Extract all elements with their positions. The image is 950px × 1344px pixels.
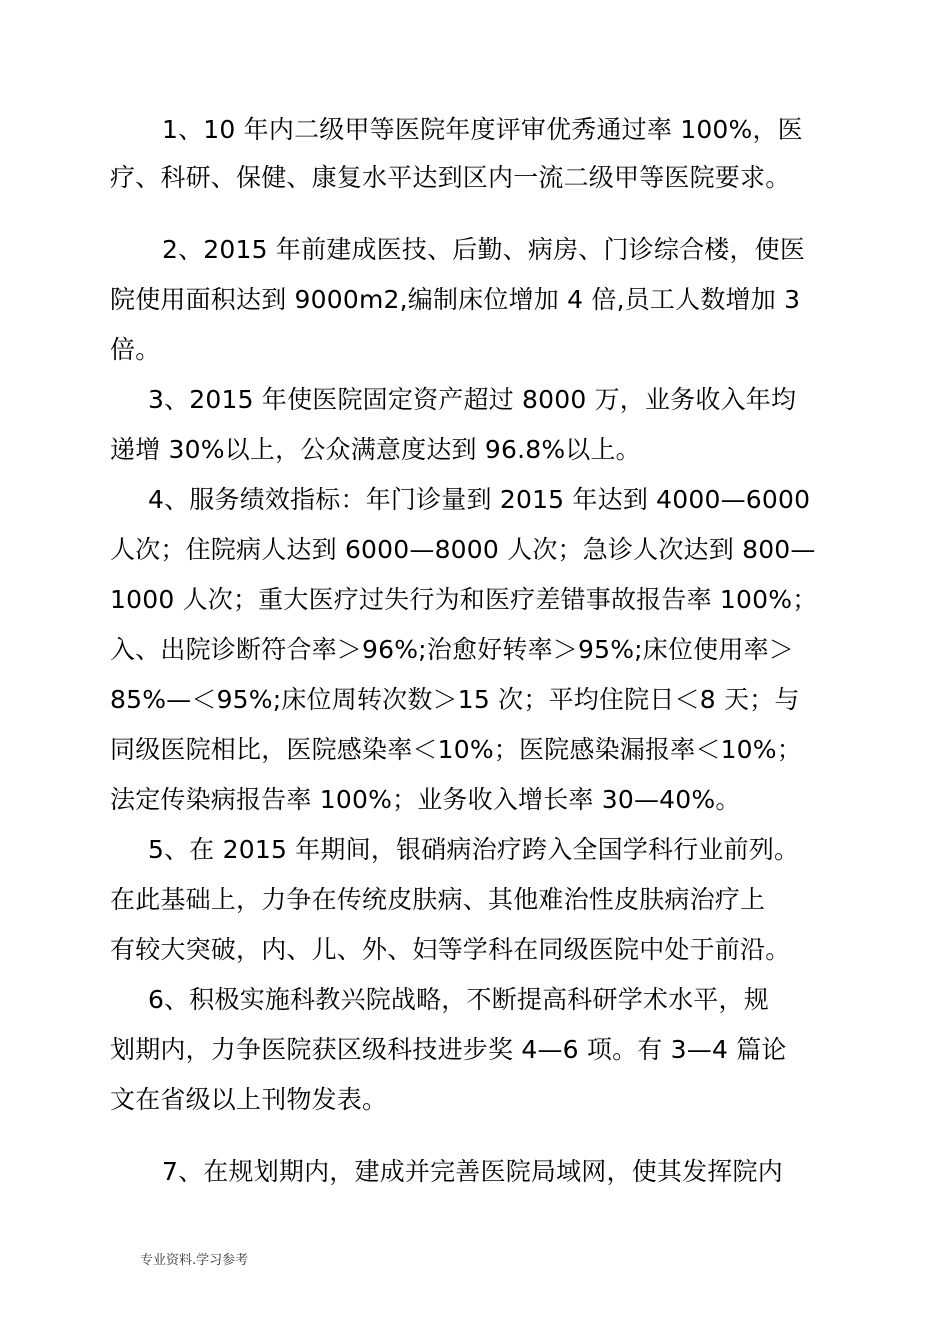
text-line: 6、积极实施科教兴院战略，不断提高科研学术水平，规 [148,985,769,1014]
text-line: 2、2015 年前建成医技、后勤、病房、门诊综合楼，使医 [162,235,806,264]
page-footer: 专业资料.学习参考 [140,1253,249,1268]
text-line: 疗、科研、保健、康复水平达到区内一流二级甲等医院要求。 [110,163,791,192]
text-line: 3、2015 年使医院固定资产超过 8000 万，业务收入年均 [148,385,797,414]
text-line: 入、出院诊断符合率＞96%;治愈好转率＞95%;床位使用率＞ [110,635,794,664]
text-line: 人次；住院病人达到 6000—8000 人次；急诊人次达到 800— [110,535,816,564]
text-line: 同级医院相比，医院感染率＜10%；医院感染漏报率＜10%； [110,735,802,764]
text-line: 有较大突破，内、儿、外、妇等学科在同级医院中处于前沿。 [110,935,791,964]
text-line: 法定传染病报告率 100%；业务收入增长率 30—40%。 [110,785,741,814]
text-line: 递增 30%以上，公众满意度达到 96.8%以上。 [110,435,641,464]
text-line: 划期内，力争医院获区级科技进步奖 4—6 项。有 3—4 篇论 [110,1035,787,1064]
text-line: 5、在 2015 年期间，银硝病治疗跨入全国学科行业前列。 [148,835,800,864]
text-line: 1、10 年内二级甲等医院年度评审优秀通过率 100%，医 [162,115,803,144]
text-line: 7、在规划期内，建成并完善医院局域网，使其发挥院内 [162,1157,783,1186]
text-line: 倍。 [110,335,161,364]
text-line: 院使用面积达到 9000m2,编制床位增加 4 倍,员工人数增加 3 [110,285,801,314]
text-line: 85%—＜95%;床位周转次数＞15 次；平均住院日＜8 天；与 [110,685,800,714]
text-line: 4、服务绩效指标：年门诊量到 2015 年达到 4000—6000 [148,485,811,514]
text-line: 1000 人次；重大医疗过失行为和医疗差错事故报告率 100%； [110,585,818,614]
text-line: 在此基础上，力争在传统皮肤病、其他难治性皮肤病治疗上 [110,885,766,914]
text-line: 文在省级以上刊物发表。 [110,1085,388,1114]
